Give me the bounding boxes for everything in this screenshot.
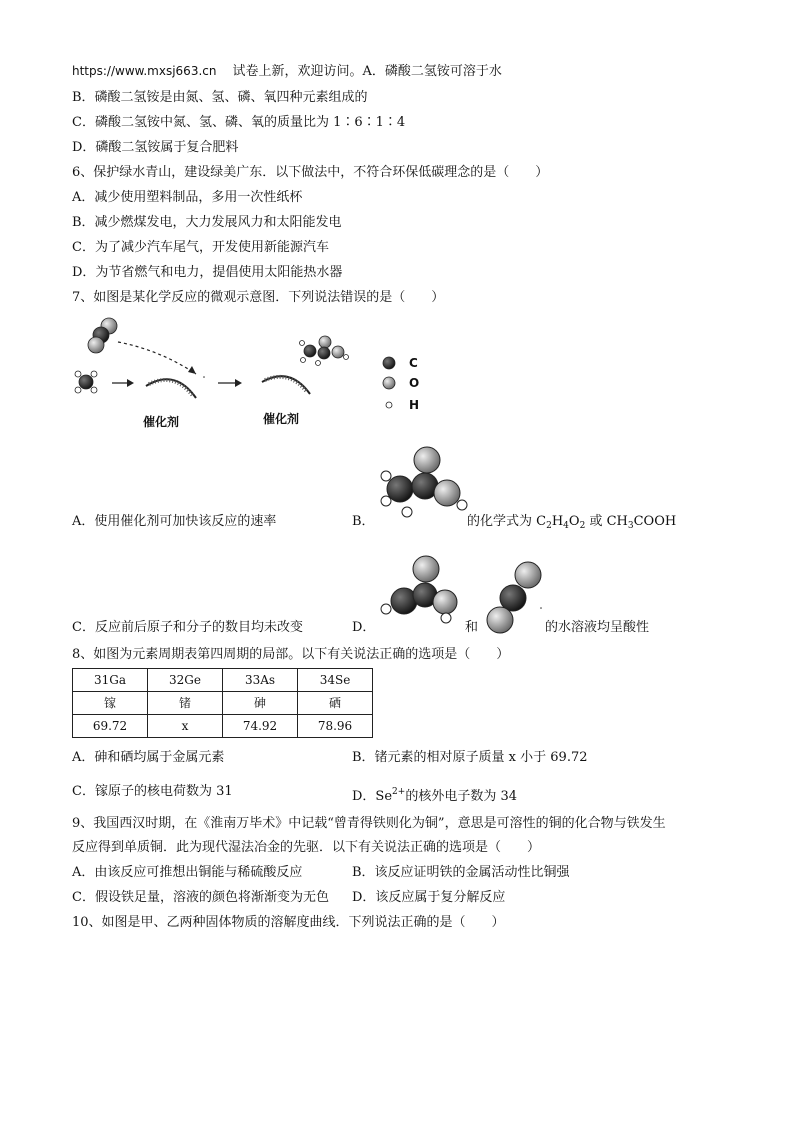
- q8-stem: 8、如图为元素周期表第四周期的局部。以下有关说法正确的选项是（ ）: [72, 647, 510, 662]
- q6-option-c: C．为了减少汽车尾气，开发使用新能源汽车: [72, 240, 329, 255]
- q7-stem: 7、如图是某化学反应的微观示意图．下列说法错误的是（ ）: [72, 290, 445, 305]
- acetic-acid-molecule-icon: [300, 336, 349, 366]
- carbon-atom-icon: [383, 357, 395, 369]
- oxygen-atom-icon: [383, 377, 395, 389]
- q9-option-a: A．由该反应可推想出铜能与稀硫酸反应: [72, 865, 303, 880]
- q9-option-d: D．该反应属于复分解反应: [352, 890, 506, 905]
- q8-option-a: A．砷和硒均属于金属元素: [72, 750, 225, 765]
- option-d-molecule-2-icon: [487, 562, 542, 633]
- catalyst-label: 催化剂: [143, 415, 180, 429]
- q8-option-d: D．$Se^{2+}$的核外电子数为 34: [352, 787, 517, 804]
- header-tail: 试卷上新，欢迎访问。A．磷酸二氢铵可溶于水: [232, 64, 502, 79]
- option-b-molecule-icon: [381, 447, 467, 517]
- q6-option-a: A．减少使用塑料制品，多用一次性纸杯: [72, 190, 303, 205]
- q9-option-c: C．假设铁足量，溶液的颜色将渐渐变为无色: [72, 890, 329, 905]
- element-name: 镓: [73, 692, 148, 715]
- q9-option-b: B．该反应证明铁的金属活动性比铜强: [352, 865, 570, 880]
- q7-option-c: C．反应前后原子和分子的数目均未改变: [72, 620, 303, 635]
- element-name: 砷: [223, 692, 298, 715]
- atom-legend: [383, 357, 395, 408]
- legend-label-hydrogen: H: [409, 398, 420, 412]
- element-number-symbol: 34Se: [298, 669, 373, 692]
- q5-option-d: D．磷酸二氢铵属于复合肥料: [72, 140, 239, 155]
- element-number-symbol: 33As: [223, 669, 298, 692]
- site-url[interactable]: https://www.mxsj663.cn: [72, 64, 217, 78]
- q7-option-a: A．使用催化剂可加快该反应的速率: [72, 514, 277, 529]
- hydrogen-atom-icon: [386, 402, 392, 408]
- co-molecule-icon: [88, 318, 117, 353]
- element-name: 硒: [298, 692, 373, 715]
- q8-option-b: B．锗元素的相对原子质量 x 小于 69.72: [352, 750, 588, 765]
- q6-option-b: B．减少燃煤发电，大力发展风力和太阳能发电: [72, 215, 342, 230]
- dashed-arrow-icon: [118, 342, 196, 374]
- q9-stem-line-2: 反应得到单质铜．此为现代湿法冶金的先驱．以下有关说法正确的选项是（ ）: [72, 840, 541, 855]
- q7-option-d-tail: 的水溶液均呈酸性: [545, 620, 650, 635]
- q5-option-b: B．磷酸二氢铵是由氮、氢、磷、氧四种元素组成的: [72, 90, 368, 105]
- q7-option-d-and: 和: [465, 620, 479, 635]
- q8-option-c: C．镓原子的核电荷数为 31: [72, 784, 233, 799]
- catalyst-surface-icon: [146, 379, 196, 398]
- q5-option-c: C．磷酸二氢铵中氮、氢、磷、氧的质量比为 1∶6∶1∶4: [72, 115, 406, 130]
- q6-stem: 6、保护绿水青山，建设绿美广东．以下做法中，不符合环保低碳理念的是（ ）: [72, 165, 549, 180]
- element-mass: 74.92: [223, 715, 298, 738]
- element-mass: 69.72: [73, 715, 148, 738]
- q7-option-d-prefix: D．: [352, 620, 376, 635]
- q10-stem: 10、如图是甲、乙两种固体物质的溶解度曲线．下列说法正确的是（ ）: [72, 915, 505, 930]
- element-mass: x: [148, 715, 223, 738]
- q7-option-b-formula: 的化学式为 $C_2H_4O_2$ 或 $CH_3COOH$: [467, 514, 677, 531]
- periodic-table-fragment: [72, 668, 373, 738]
- element-name: 锗: [148, 692, 223, 715]
- q6-option-d: D．为节省燃气和电力，提倡使用太阳能热水器: [72, 265, 343, 280]
- element-number-symbol: 32Ge: [148, 669, 223, 692]
- legend-label-carbon: C: [409, 356, 418, 370]
- element-number-symbol: 31Ga: [73, 669, 148, 692]
- catalyst-label: 催化剂: [263, 412, 300, 426]
- legend-label-oxygen: O: [409, 376, 420, 390]
- option-d-molecule-1-icon: [381, 556, 457, 623]
- q9-stem-line-1: 9、我国西汉时期，在《淮南万毕术》中记载“曾青得铁则化为铜”，意思是可溶性的铜的化合物与铁发生: [72, 816, 666, 831]
- catalyst-surface-icon: [262, 376, 310, 394]
- ch4-molecule-icon: [75, 371, 97, 393]
- element-mass: 78.96: [298, 715, 373, 738]
- q7-option-b-prefix: B．: [352, 514, 375, 529]
